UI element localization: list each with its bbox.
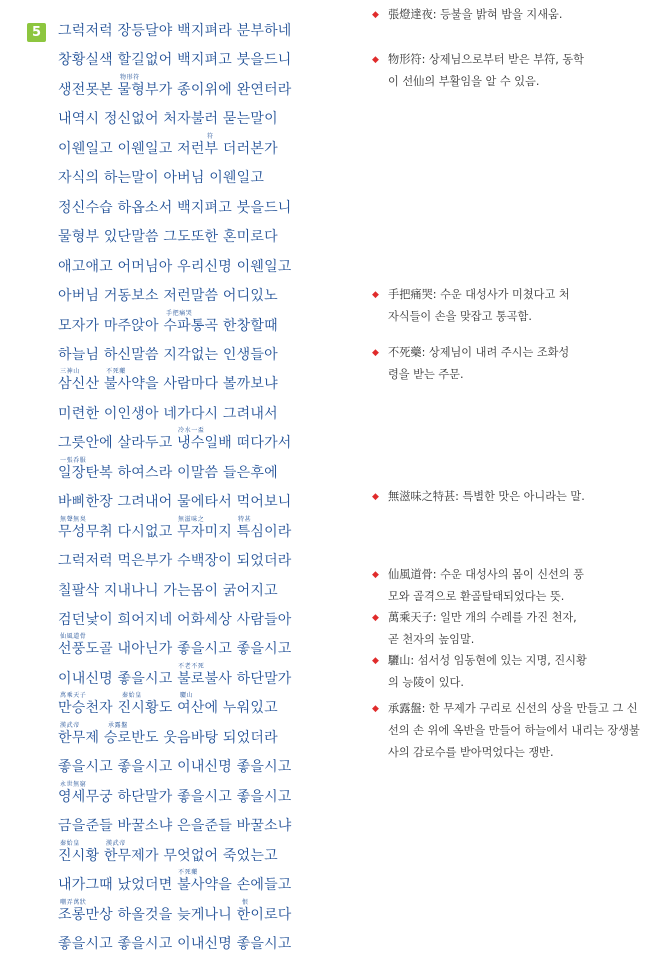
annotation-text: 의 능陵이 있다.: [388, 676, 464, 689]
hanja-gloss: 無聲無臭: [60, 516, 87, 523]
poem-line: 좋을시고 좋을시고 이내신명 좋을시고: [58, 936, 292, 952]
poem-line: 애고애고 어머님아 우리신명 이웬일고: [58, 259, 292, 275]
poem-line: 아버님 거동보소 저런말씀 어디있노: [58, 288, 278, 304]
hanja-gloss: 承露盤: [108, 722, 128, 729]
diamond-bullet-icon: ◆: [372, 613, 379, 623]
hanja-gloss: 一張呑服: [60, 457, 87, 464]
diamond-bullet-icon: ◆: [372, 348, 379, 358]
hanja-gloss: 永世無窮: [60, 781, 87, 788]
annotation-text: 驪山: 섬서성 임동현에 있는 지명, 진시황: [388, 654, 587, 667]
hanja-gloss: 無滋味之: [178, 516, 205, 523]
poem-line: 정신수습 하옵소서 백지펴고 붓을드니: [58, 200, 292, 216]
diamond-bullet-icon: ◆: [372, 55, 379, 65]
poem-line: 진시황 한무제가 무엇없어 죽었는고: [58, 848, 278, 864]
poem-line: 물형부 있단말씀 그도또한 혼미로다: [58, 229, 278, 245]
poem-line: 미련한 이인생아 네가다시 그려내서: [58, 406, 278, 422]
section-number-badge: 5: [27, 23, 46, 42]
poem-line: 생전못본 물형부가 종이위에 완연터라: [58, 82, 292, 98]
hanja-gloss: 仙風道骨: [60, 633, 87, 640]
hanja-gloss: 冷水一盃: [178, 427, 205, 434]
poem-line: 모자가 마주앉아 수파통곡 한창할때: [58, 318, 278, 334]
hanja-gloss: 漢武帝: [106, 840, 126, 847]
poem-line: 조롱만상 하올것을 늦게나니 한이로다: [58, 907, 292, 923]
poem-line: 내역시 정신없어 처자불러 묻는말이: [58, 111, 278, 127]
hanja-gloss: 萬乘天子: [60, 692, 87, 699]
poem-line: 바삐한장 그려내어 물에타서 먹어보니: [58, 494, 292, 510]
poem-line: 한무제 승로반도 웃음바탕 되었더라: [58, 730, 278, 746]
annotation-text: 不死藥: 상제님이 내려 주시는 조화성: [388, 346, 570, 359]
hanja-gloss: 驪山: [180, 692, 194, 699]
poem-line: 그럭저럭 먹은부가 수백장이 되었더라: [58, 553, 292, 569]
hanja-gloss: 三神山: [60, 368, 80, 375]
poem-line: 이웬일고 이웬일고 저런부 더러본가: [58, 141, 278, 157]
poem-line: 영세무궁 하단말가 좋을시고 좋을시고: [58, 789, 292, 805]
hanja-gloss: 不老不死: [178, 663, 205, 670]
hanja-gloss: 漢武帝: [60, 722, 80, 729]
annotation-text: 모와 골격으로 환골탈태되었다는 뜻.: [388, 590, 565, 603]
diamond-bullet-icon: ◆: [372, 570, 379, 580]
poem-line: 좋을시고 좋을시고 이내신명 좋을시고: [58, 759, 292, 775]
annotation-text: 萬乘天子: 일만 개의 수레를 가진 천자,: [388, 611, 577, 624]
annotation-text: 사의 감로수를 받아먹었다는 쟁반.: [388, 746, 554, 759]
poem-line: 무성무취 다시없고 무자미지 특심이라: [58, 524, 292, 540]
hanja-gloss: 秦始皇: [60, 840, 80, 847]
annotation-text: 無滋味之特甚: 특별한 맛은 아니라는 말.: [388, 490, 585, 503]
poem-line: 칠팔삭 지내나니 가는몸이 굵어지고: [58, 583, 278, 599]
hanja-gloss: 特甚: [238, 516, 252, 523]
poem-line: 이내신명 좋을시고 불로불사 하단말가: [58, 671, 292, 687]
poem-line: 삼신산 불사약을 사람마다 볼까보냐: [58, 376, 278, 392]
poem-line: 그럭저럭 장등달야 백지펴라 분부하네: [58, 23, 292, 39]
diamond-bullet-icon: ◆: [372, 704, 379, 714]
annotation-text: 仙風道骨: 수운 대성사의 몸이 신선의 풍: [388, 568, 584, 581]
hanja-gloss: 不死藥: [106, 368, 126, 375]
hanja-gloss: 嘲弄萬狀: [60, 899, 87, 906]
poem-line: 금을준들 바꿀소냐 은을준들 바꿀소냐: [58, 818, 292, 834]
poem-line: 만승천자 진시황도 여산에 누워있고: [58, 700, 278, 716]
annotation-text: 物形符: 상제님으로부터 받은 부符, 동학: [388, 53, 584, 66]
hanja-gloss: 不死藥: [178, 869, 198, 876]
annotation-text: 령을 받는 주문.: [388, 368, 464, 381]
poem-line: 자식의 하는말이 아버님 이웬일고: [58, 170, 265, 186]
annotation-text: 手把痛哭: 수운 대성사가 미쳤다고 처: [388, 288, 570, 301]
poem-line: 내가그때 났었더면 불사약을 손에들고: [58, 877, 292, 893]
annotation-text: 이 선仙의 부활임을 알 수 있음.: [388, 75, 540, 88]
annotation-text: 선의 손 위에 옥반을 만들어 하늘에서 내리는 장생불: [388, 724, 640, 737]
diamond-bullet-icon: ◆: [372, 492, 379, 502]
poem-line: 일장탄복 하여스라 이말씀 들은후에: [58, 465, 278, 481]
poem-line: 창황실색 할길없어 백지펴고 붓을드니: [58, 52, 292, 68]
poem-line: 하늘님 하신말씀 지각없는 인생들아: [58, 347, 278, 363]
annotation-text: 곧 천자의 높임말.: [388, 633, 475, 646]
hanja-gloss: 秦始皇: [122, 692, 142, 699]
diamond-bullet-icon: ◆: [372, 10, 379, 20]
annotation-text: 張燈達夜: 등불을 밝혀 밤을 지새움.: [388, 8, 563, 21]
diamond-bullet-icon: ◆: [372, 656, 379, 666]
diamond-bullet-icon: ◆: [372, 290, 379, 300]
poem-line: 검던낯이 희어지네 어화세상 사람들아: [58, 612, 292, 628]
hanja-gloss: 符: [207, 133, 214, 140]
annotation-text: 承露盤: 한 무제가 구리로 신선의 상을 만들고 그 신: [388, 702, 638, 715]
hanja-gloss: 恨: [242, 899, 249, 906]
hanja-gloss: 物形符: [120, 74, 140, 81]
annotation-text: 자식들이 손을 맞잡고 통곡함.: [388, 310, 532, 323]
hanja-gloss: 手把痛哭: [166, 310, 193, 317]
poem-line: 그릇안에 살라두고 냉수일배 떠다가서: [58, 435, 292, 451]
poem-line: 선풍도골 내아닌가 좋을시고 좋을시고: [58, 641, 292, 657]
